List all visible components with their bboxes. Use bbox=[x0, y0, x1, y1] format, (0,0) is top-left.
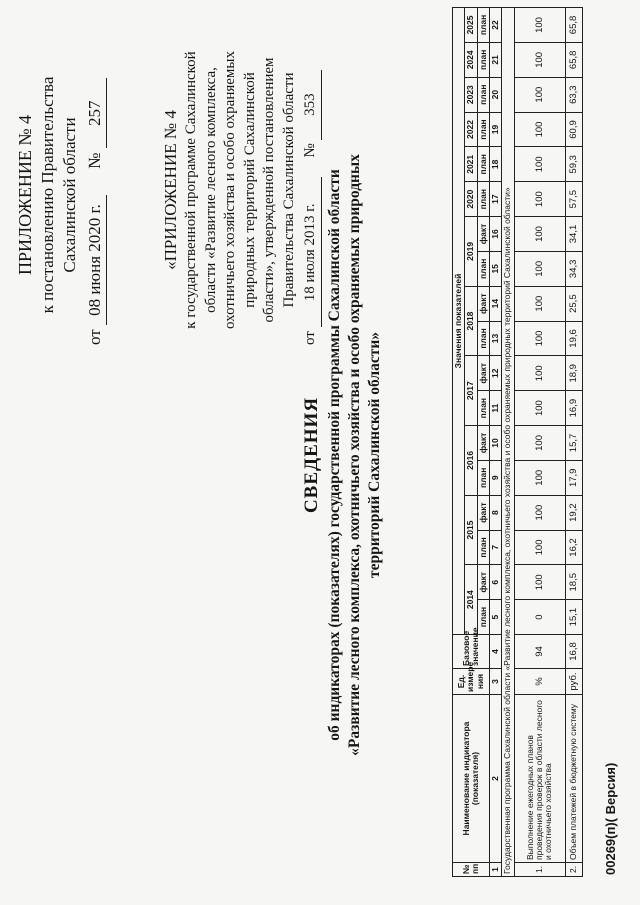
appendix-original-line-4: природных территорий Сахалинской bbox=[241, 72, 258, 308]
row-value: 65,8 bbox=[565, 42, 582, 77]
row-value: 100 bbox=[514, 77, 565, 112]
column-number: 9 bbox=[490, 460, 502, 495]
header-plan: план bbox=[477, 182, 489, 217]
row-value: 19,6 bbox=[565, 321, 582, 356]
column-number: 2 bbox=[490, 695, 502, 863]
header-year: 2023 bbox=[465, 77, 477, 112]
appendix-current-date-line bbox=[84, 45, 107, 345]
row-value: 65,8 bbox=[565, 8, 582, 43]
header-name: Наименование индикатора (показателя) bbox=[453, 695, 490, 863]
indicators-table bbox=[452, 7, 583, 877]
column-number: 11 bbox=[490, 391, 502, 426]
header-no: № пп bbox=[453, 863, 490, 877]
appendix-current-line1: к постановлению Правительства bbox=[38, 76, 58, 314]
header-plan: план bbox=[477, 460, 489, 495]
row-base: 16,8 bbox=[565, 635, 582, 669]
header-fact: факт bbox=[477, 217, 489, 252]
column-number: 21 bbox=[490, 42, 502, 77]
row-value: 19,2 bbox=[565, 495, 582, 530]
row-value: 100 bbox=[514, 426, 565, 461]
appendix-original-line-1: к государственной программе Сахалинской bbox=[183, 51, 200, 329]
column-number: 12 bbox=[490, 356, 502, 391]
row-value: 100 bbox=[514, 495, 565, 530]
row-value: 18,9 bbox=[565, 356, 582, 391]
column-number: 22 bbox=[490, 8, 502, 43]
column-number: 18 bbox=[490, 147, 502, 182]
row-value: 100 bbox=[514, 356, 565, 391]
row-value: 15,7 bbox=[565, 426, 582, 461]
row-no: 1. bbox=[514, 863, 565, 877]
row-value: 100 bbox=[514, 182, 565, 217]
table-header-row bbox=[453, 8, 465, 877]
row-value: 100 bbox=[514, 217, 565, 252]
row-value: 100 bbox=[514, 112, 565, 147]
column-number: 15 bbox=[490, 251, 502, 286]
row-value: 100 bbox=[514, 460, 565, 495]
table-program-row bbox=[502, 8, 514, 877]
header-plan: план bbox=[477, 112, 489, 147]
heading-line3: территорий Сахалинской области» bbox=[365, 332, 383, 579]
column-number: 20 bbox=[490, 77, 502, 112]
row-value: 17,9 bbox=[565, 460, 582, 495]
row-value: 100 bbox=[514, 565, 565, 600]
header-plan: план bbox=[477, 8, 489, 43]
row-value: 100 bbox=[514, 321, 565, 356]
column-number: 5 bbox=[490, 600, 502, 635]
column-number: 14 bbox=[490, 286, 502, 321]
heading-line1: об индикаторах (показателях) государственной программы Сахалинской области bbox=[325, 169, 343, 741]
header-fact: факт bbox=[477, 426, 489, 461]
appendix-current-from-label: от bbox=[84, 329, 104, 345]
row-value: 16,9 bbox=[565, 391, 582, 426]
header-values: Значения показателей bbox=[453, 8, 465, 635]
column-number: 19 bbox=[490, 112, 502, 147]
row-value: 100 bbox=[514, 286, 565, 321]
row-value: 100 bbox=[514, 530, 565, 565]
header-year: 2025 bbox=[465, 8, 477, 43]
header-plan: план bbox=[477, 321, 489, 356]
column-number: 6 bbox=[490, 565, 502, 600]
table-row bbox=[565, 8, 582, 877]
column-number: 7 bbox=[490, 530, 502, 565]
appendix-current-title: ПРИЛОЖЕНИЕ № 4 bbox=[15, 114, 35, 276]
header-base: Базовое значение bbox=[453, 635, 490, 669]
row-value: 34,1 bbox=[565, 217, 582, 252]
header-year: 2020 bbox=[465, 182, 477, 217]
appendix-current-date: 08 июня 2020 г. bbox=[84, 195, 107, 325]
heading-title: СВЕДЕНИЯ bbox=[301, 396, 322, 514]
heading-line2: «Развитие лесного комплекса, охотничьего хозяйства и особо охраняемых природных bbox=[345, 154, 363, 756]
header-fact: факт bbox=[477, 495, 489, 530]
row-value: 100 bbox=[514, 251, 565, 286]
column-number: 1 bbox=[490, 863, 502, 877]
header-fact: факт bbox=[477, 565, 489, 600]
row-no: 2. bbox=[565, 863, 582, 877]
appendix-original-num-label: № bbox=[302, 143, 319, 158]
header-plan: план bbox=[477, 530, 489, 565]
row-value: 63,3 bbox=[565, 77, 582, 112]
appendix-original-number: 353 bbox=[301, 70, 322, 140]
row-unit: % bbox=[514, 669, 565, 695]
header-year: 2024 bbox=[465, 42, 477, 77]
column-number: 8 bbox=[490, 495, 502, 530]
header-unit: Ед. измере ния bbox=[453, 669, 490, 695]
document-heading bbox=[300, 65, 385, 845]
row-base: 94 bbox=[514, 635, 565, 669]
appendix-original-title: «ПРИЛОЖЕНИЕ № 4 bbox=[161, 110, 180, 270]
column-number: 10 bbox=[490, 426, 502, 461]
column-number: 16 bbox=[490, 217, 502, 252]
row-name: Объем платежей в бюджетную систему bbox=[565, 695, 582, 863]
header-year: 2017 bbox=[465, 356, 477, 426]
header-plan: план bbox=[477, 251, 489, 286]
row-value: 100 bbox=[514, 147, 565, 182]
header-plan: план bbox=[477, 600, 489, 635]
header-year: 2021 bbox=[465, 147, 477, 182]
row-value: 25,5 bbox=[565, 286, 582, 321]
row-value: 34,3 bbox=[565, 251, 582, 286]
header-plan: план bbox=[477, 391, 489, 426]
table-row bbox=[514, 8, 565, 877]
appendix-original-date: 18 июля 2013 г. bbox=[301, 177, 322, 327]
appendix-original-line-5: области», утвержденной постановлением bbox=[261, 57, 278, 323]
header-plan: план bbox=[477, 147, 489, 182]
appendix-current-num-label: № bbox=[84, 152, 104, 169]
appendix-original-line-3: охотничьего хозяйства и особо охраняемых bbox=[222, 51, 239, 329]
row-value: 15,1 bbox=[565, 600, 582, 635]
row-value: 100 bbox=[514, 42, 565, 77]
appendix-original-line-2: области «Развитие лесного комплекса, bbox=[202, 67, 219, 313]
row-value: 16,2 bbox=[565, 530, 582, 565]
row-value: 59,3 bbox=[565, 147, 582, 182]
program-title-cell: Государственная программа Сахалинской области «Развитие лесного комплекса, охотничьего хозяйства и особо охраняемых природных территорий Сахалинской области» bbox=[502, 8, 514, 877]
column-number: 3 bbox=[490, 669, 502, 695]
row-value: 100 bbox=[514, 391, 565, 426]
row-value: 57,5 bbox=[565, 182, 582, 217]
header-fact: факт bbox=[477, 356, 489, 391]
row-value: 100 bbox=[514, 8, 565, 43]
appendix-original-line-6: Правительства Сахалинской области bbox=[280, 72, 297, 308]
header-fact: факт bbox=[477, 286, 489, 321]
row-value: 0 bbox=[514, 600, 565, 635]
header-year: 2015 bbox=[465, 495, 477, 565]
header-year: 2022 bbox=[465, 112, 477, 147]
row-value: 60,9 bbox=[565, 112, 582, 147]
column-number: 13 bbox=[490, 321, 502, 356]
header-year: 2019 bbox=[465, 217, 477, 287]
table-column-numbers-row bbox=[490, 8, 502, 877]
header-plan: план bbox=[477, 42, 489, 77]
appendix-original-from-label: от bbox=[302, 331, 319, 345]
row-name: Выполнение ежегодных планов проведения проверок в области лесного и охотничьего хозяйства bbox=[514, 695, 565, 863]
header-year: 2016 bbox=[465, 426, 477, 496]
column-number: 17 bbox=[490, 182, 502, 217]
document-footer-code: 00269(п)( Версия) bbox=[603, 762, 618, 875]
row-unit: руб. bbox=[565, 669, 582, 695]
row-value: 18,5 bbox=[565, 565, 582, 600]
appendix-original bbox=[160, 35, 322, 345]
appendix-current-number: 257 bbox=[84, 78, 107, 148]
header-year: 2018 bbox=[465, 286, 477, 356]
appendix-current-line2: Сахалинской области bbox=[60, 117, 80, 273]
header-year: 2014 bbox=[465, 565, 477, 635]
column-number: 4 bbox=[490, 635, 502, 669]
header-plan: план bbox=[477, 77, 489, 112]
appendix-current bbox=[14, 45, 107, 345]
